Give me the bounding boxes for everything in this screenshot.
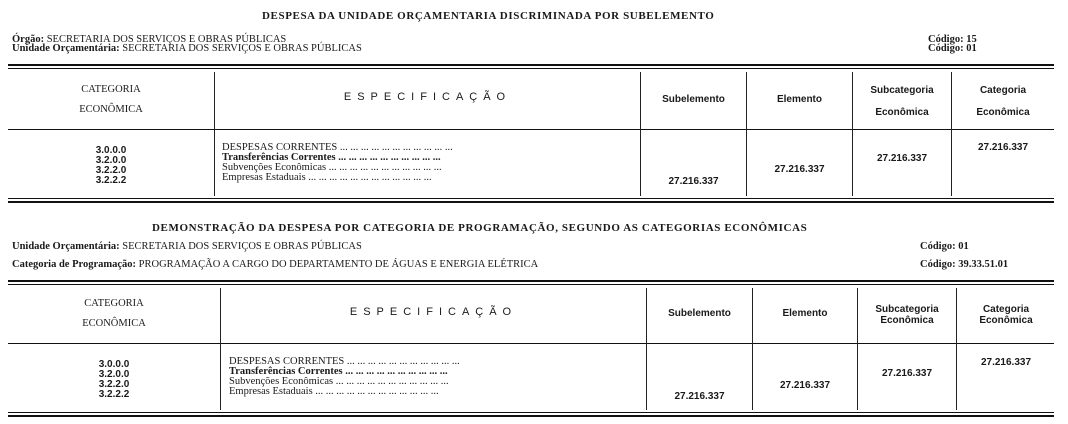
section2-codes xyxy=(8,360,220,400)
section2-unidade xyxy=(12,241,362,252)
section1-header-especificacao: ESPECIFICAÇÃO xyxy=(343,91,512,103)
section1-top-rule xyxy=(8,64,1054,66)
table-row-spec: Empresas Estaduais ... ... ... ... ... ... ... ... ... ... ... ... xyxy=(229,386,439,397)
section1-value-categoria: 27.216.337 xyxy=(977,142,1029,153)
section2-header-categoria: CATEGORIA ECONÔMICA xyxy=(82,298,146,329)
section1-bottom-rule xyxy=(8,201,1054,203)
table-row-code: 3.2.0.0 xyxy=(98,369,130,380)
section2-title: DEMONSTRAÇÃO DA DESPESA POR CATEGORIA DE PROGRAMAÇÃO, SEGUNDO AS CATEGORIAS ECONÔMICAS xyxy=(152,222,808,234)
section2-header-especificacao: ESPECIFICAÇÃO xyxy=(349,306,518,318)
section1-unidade-value: SECRETARIA DOS SERVIÇOS E OBRAS PÚBLICAS xyxy=(122,43,362,54)
section2-categoria-programacao-value: PROGRAMAÇÃO A CARGO DO DEPARTAMENTO DE ÁGUAS E ENERGIA ELÉTRICA xyxy=(138,259,539,270)
table-row-code: 3.2.2.2 xyxy=(95,175,127,186)
section1-codigo-unidade: Código: 01 xyxy=(928,43,977,54)
section2-categoria-programacao xyxy=(12,259,538,270)
section2-header-rule xyxy=(8,343,1054,344)
table-row-spec: Empresas Estaduais ... ... ... ... ... ... ... ... ... ... ... ... xyxy=(222,172,432,183)
table-row-spec: Transferências Correntes ... ... ... ... ... ... ... ... ... ... xyxy=(222,152,441,163)
table-row-spec: Subvenções Econômicas ... ... ... ... ... ... ... ... ... ... ... xyxy=(229,376,449,387)
section2-header-subcategoria: Subcategoria Econômica xyxy=(875,304,939,326)
section1-header-categoria: CATEGORIA ECONÔMICA xyxy=(79,84,143,115)
table-row-code: 3.2.2.0 xyxy=(95,165,127,176)
section1-unidade-label: Unidade Orçamentária: xyxy=(12,43,120,54)
table-row-spec: DESPESAS CORRENTES ... ... ... ... ... ... ... ... ... ... ... xyxy=(229,356,460,367)
section1-value-subelemento: 27.216.337 xyxy=(668,176,719,187)
table-row-spec: DESPESAS CORRENTES ... ... ... ... ... ... ... ... ... ... ... xyxy=(222,142,453,153)
section2-value-subcategoria: 27.216.337 xyxy=(881,368,933,379)
section2-codigo-unidade: Código: 01 xyxy=(920,241,969,252)
section1-top-rule-thin xyxy=(8,68,1054,69)
section1-codigo-orgao: Código: 15 xyxy=(928,34,977,45)
section2-value-elemento: 27.216.337 xyxy=(779,380,831,391)
section1-header-categoria-economica: Categoria Econômica xyxy=(976,85,1030,118)
table-row-code: 3.2.2.0 xyxy=(98,379,130,390)
section2-top-rule xyxy=(8,280,1054,282)
section1-header-subcategoria: Subcategoria Econômica xyxy=(870,85,934,118)
section2-header-elemento: Elemento xyxy=(782,308,828,319)
table-row-spec: Transferências Correntes ... ... ... ... ... ... ... ... ... ... xyxy=(229,366,448,377)
section1-codes xyxy=(8,146,214,186)
section1-specs xyxy=(222,143,453,183)
section2-header-subelemento: Subelemento xyxy=(668,308,731,319)
section2-codigo-programacao: Código: 39.33.51.01 xyxy=(920,259,1009,270)
section1-value-elemento: 27.216.337 xyxy=(774,164,825,175)
section2-value-subelemento: 27.216.337 xyxy=(674,391,725,402)
section1-unidade xyxy=(12,43,362,54)
table-row-spec: Subvenções Econômicas ... ... ... ... ... ... ... ... ... ... ... xyxy=(222,162,442,173)
section1-title: DESPESA DA UNIDADE ORÇAMENTARIA DISCRIMINADA POR SUBELEMENTO xyxy=(262,10,715,22)
section1-orgao-label: Órgão: xyxy=(12,34,45,45)
section2-header-categoria-economica: Categoria Econômica xyxy=(979,304,1033,326)
table-row-code: 3.0.0.0 xyxy=(95,145,127,156)
section1-orgao-value: SECRETARIA DOS SERVIÇOS E OBRAS PÚBLICAS xyxy=(46,34,287,45)
section1-value-subcategoria: 27.216.337 xyxy=(876,153,928,164)
section2-bottom-rule-thin xyxy=(8,412,1054,413)
table-row-code: 3.2.2.2 xyxy=(98,389,130,400)
table-row-code: 3.2.0.0 xyxy=(95,155,127,166)
section1-header-rule xyxy=(8,129,1054,130)
section1-header-elemento: Elemento xyxy=(776,94,822,105)
section2-unidade-label: Unidade Orçamentária: xyxy=(12,241,120,252)
section2-categoria-programacao-label: Categoria de Programação: xyxy=(12,259,137,270)
section1-header-subelemento: Subelemento xyxy=(662,94,725,105)
section2-specs xyxy=(229,357,460,397)
section1-divider-3 xyxy=(746,72,747,196)
section2-top-rule-thin xyxy=(8,284,1054,285)
section2-unidade-value: SECRETARIA DOS SERVIÇOS E OBRAS PÚBLICAS xyxy=(122,241,362,252)
table-row-code: 3.0.0.0 xyxy=(98,359,130,370)
section2-value-categoria: 27.216.337 xyxy=(980,357,1032,368)
section2-bottom-rule xyxy=(8,415,1054,417)
section1-bottom-rule-thin xyxy=(8,198,1054,199)
